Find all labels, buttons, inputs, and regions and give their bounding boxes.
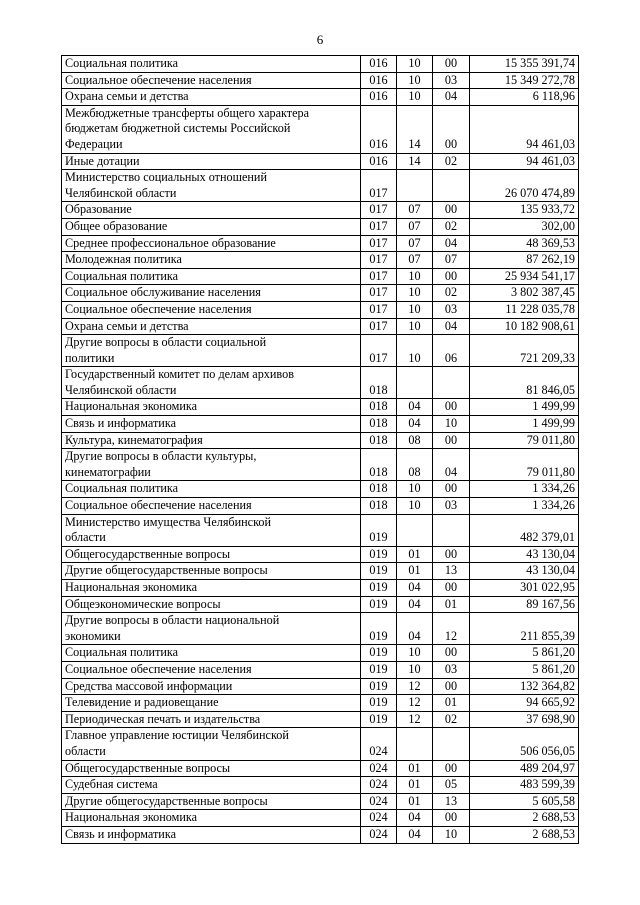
row-name-cell: [62, 777, 361, 794]
row-subsection-cell: [433, 170, 470, 202]
row-section-cell: [397, 367, 433, 399]
row-name-line: Телевидение и радиовещание: [65, 695, 219, 710]
row-section-cell: 12: [397, 695, 433, 712]
row-name-line: Министерство социальных отношений: [65, 170, 267, 185]
row-name-line: Общеэкономические вопросы: [65, 596, 221, 611]
row-name-line: Связь и информатика: [65, 826, 176, 841]
row-amount-cell: 211 855,39: [470, 613, 579, 645]
row-code-cell: 017: [361, 268, 397, 285]
row-amount-cell: 79 011,80: [470, 432, 579, 449]
row-name-line: Другие вопросы в области культуры,: [65, 449, 257, 464]
row-name-cell: [62, 793, 361, 810]
row-code-cell: 019: [361, 596, 397, 613]
row-name-cell: [62, 72, 361, 89]
row-code-cell: 018: [361, 367, 397, 399]
row-name-cell: [62, 301, 361, 318]
row-amount-cell: 25 934 541,17: [470, 268, 579, 285]
row-amount-cell: 2 688,53: [470, 826, 579, 843]
row-section-cell: 14: [397, 153, 433, 170]
row-name-line: Социальное обеспечение населения: [65, 661, 252, 676]
table-row: [62, 56, 579, 73]
row-code-cell: 018: [361, 498, 397, 515]
table-row: [62, 268, 579, 285]
row-subsection-cell: 04: [433, 89, 470, 106]
row-subsection-cell: 03: [433, 301, 470, 318]
row-amount-cell: 1 334,26: [470, 481, 579, 498]
row-section-cell: 01: [397, 793, 433, 810]
row-name-line: Общегосударственные вопросы: [65, 546, 231, 561]
row-name-line: Национальная экономика: [65, 580, 198, 594]
row-section-cell: 10: [397, 56, 433, 73]
row-subsection-cell: 12: [433, 613, 470, 645]
row-amount-cell: 3 802 387,45: [470, 285, 579, 302]
row-amount-cell: 48 369,53: [470, 235, 579, 252]
row-name-cell: [62, 810, 361, 827]
row-subsection-cell: 03: [433, 498, 470, 515]
row-section-cell: 08: [397, 432, 433, 449]
row-name-line: политики: [65, 350, 115, 365]
table-row: [62, 546, 579, 563]
row-amount-cell: 43 130,04: [470, 563, 579, 580]
row-name-cell: [62, 728, 361, 760]
row-name-line: Социальная политика: [65, 645, 179, 660]
row-subsection-cell: 02: [433, 153, 470, 170]
table-row: [62, 399, 579, 416]
table-row: [62, 596, 579, 613]
table-row: [62, 105, 579, 153]
row-section-cell: 10: [397, 268, 433, 285]
row-code-cell: 017: [361, 335, 397, 367]
row-name-cell: [62, 335, 361, 367]
row-subsection-cell: 03: [433, 72, 470, 89]
row-amount-cell: 87 262,19: [470, 252, 579, 269]
row-code-cell: 018: [361, 416, 397, 433]
row-section-cell: 10: [397, 89, 433, 106]
row-name-cell: [62, 318, 361, 335]
row-section-cell: 07: [397, 218, 433, 235]
row-subsection-cell: 10: [433, 416, 470, 433]
row-name-line: Другие общегосударственные вопросы: [65, 793, 268, 808]
row-code-cell: 019: [361, 711, 397, 728]
row-amount-cell: 721 209,33: [470, 335, 579, 367]
row-section-cell: 12: [397, 711, 433, 728]
row-amount-cell: 43 130,04: [470, 546, 579, 563]
row-amount-cell: 2 688,53: [470, 810, 579, 827]
table-row: [62, 711, 579, 728]
row-section-cell: 07: [397, 235, 433, 252]
row-name-line: Охрана семьи и детства: [65, 318, 189, 333]
row-section-cell: 04: [397, 613, 433, 645]
row-name-line: Челябинской области: [65, 382, 177, 397]
row-name-cell: [62, 563, 361, 580]
row-code-cell: 016: [361, 105, 397, 153]
row-amount-cell: 89 167,56: [470, 596, 579, 613]
row-amount-cell: 489 204,97: [470, 760, 579, 777]
row-code-cell: 024: [361, 826, 397, 843]
row-section-cell: 10: [397, 481, 433, 498]
row-name-line: Межбюджетные трансферты общего характера: [65, 105, 310, 120]
table-row: [62, 170, 579, 202]
row-code-cell: 016: [361, 89, 397, 106]
row-name-line: Социальное обеспечение населения: [65, 72, 252, 87]
row-name-cell: [62, 202, 361, 219]
row-name-cell: [62, 89, 361, 106]
budget-table: [61, 55, 579, 844]
row-name-line: Культура, кинематография: [65, 432, 203, 447]
table-row: [62, 777, 579, 794]
row-section-cell: 01: [397, 563, 433, 580]
budget-table-body: [62, 56, 579, 844]
row-name-cell: [62, 268, 361, 285]
row-name-line: Связь и информатика: [65, 416, 176, 431]
table-row: [62, 728, 579, 760]
row-subsection-cell: 00: [433, 268, 470, 285]
row-section-cell: 01: [397, 546, 433, 563]
row-code-cell: 018: [361, 481, 397, 498]
row-name-line: Другие вопросы в области национальной: [65, 613, 280, 628]
row-name-line: Социальная политика: [65, 56, 179, 70]
row-amount-cell: 1 499,99: [470, 399, 579, 416]
row-amount-cell: 1 499,99: [470, 416, 579, 433]
row-subsection-cell: 00: [433, 810, 470, 827]
row-subsection-cell: 03: [433, 661, 470, 678]
row-name-line: области: [65, 530, 106, 545]
row-code-cell: 019: [361, 580, 397, 597]
row-name-line: Министерство имущества Челябинской: [65, 514, 271, 529]
row-name-line: Социальная политика: [65, 481, 179, 496]
row-code-cell: 019: [361, 661, 397, 678]
row-name-line: Иные дотации: [65, 153, 140, 168]
row-amount-cell: 94 665,92: [470, 695, 579, 712]
row-amount-cell: 81 846,05: [470, 367, 579, 399]
row-name-cell: [62, 449, 361, 481]
row-amount-cell: 301 022,95: [470, 580, 579, 597]
row-name-cell: [62, 218, 361, 235]
row-amount-cell: 10 182 908,61: [470, 318, 579, 335]
row-section-cell: 04: [397, 596, 433, 613]
row-name-cell: [62, 399, 361, 416]
row-name-line: Социальное обеспечение населения: [65, 301, 252, 316]
row-code-cell: 019: [361, 563, 397, 580]
row-amount-cell: 11 228 035,78: [470, 301, 579, 318]
page-number: 6: [316, 32, 324, 47]
table-row: [62, 72, 579, 89]
table-row: [62, 760, 579, 777]
row-name-cell: [62, 826, 361, 843]
row-subsection-cell: 00: [433, 678, 470, 695]
table-row: [62, 416, 579, 433]
row-section-cell: 04: [397, 399, 433, 416]
row-subsection-cell: [433, 367, 470, 399]
row-amount-cell: 5 861,20: [470, 661, 579, 678]
row-section-cell: 10: [397, 498, 433, 515]
row-name-line: экономики: [65, 628, 121, 643]
row-subsection-cell: 00: [433, 432, 470, 449]
row-amount-cell: 482 379,01: [470, 514, 579, 546]
row-code-cell: 016: [361, 56, 397, 73]
row-subsection-cell: 04: [433, 449, 470, 481]
row-name-line: Общее образование: [65, 218, 168, 233]
row-code-cell: 017: [361, 301, 397, 318]
row-name-line: Другие общегосударственные вопросы: [65, 563, 268, 578]
row-code-cell: 019: [361, 678, 397, 695]
row-section-cell: 04: [397, 810, 433, 827]
row-name-line: Охрана семьи и детства: [65, 89, 189, 104]
table-row: [62, 481, 579, 498]
table-row: [62, 252, 579, 269]
row-subsection-cell: 02: [433, 285, 470, 302]
row-name-line: Социальное обслуживание населения: [65, 285, 261, 300]
row-code-cell: 019: [361, 645, 397, 662]
row-name-line: Общегосударственные вопросы: [65, 760, 231, 775]
row-subsection-cell: 00: [433, 202, 470, 219]
row-section-cell: 04: [397, 580, 433, 597]
row-amount-cell: 37 698,90: [470, 711, 579, 728]
table-row: [62, 580, 579, 597]
row-name-cell: [62, 580, 361, 597]
row-name-line: Главное управление юстиции Челябинской: [65, 728, 289, 743]
row-name-line: Средства массовой информации: [65, 678, 233, 693]
row-section-cell: 12: [397, 678, 433, 695]
row-name-line: Челябинской области: [65, 185, 177, 200]
row-name-line: Периодическая печать и издательства: [65, 711, 261, 726]
row-subsection-cell: 00: [433, 580, 470, 597]
row-section-cell: 10: [397, 72, 433, 89]
row-amount-cell: 506 056,05: [470, 728, 579, 760]
row-amount-cell: 6 118,96: [470, 89, 579, 106]
row-name-cell: [62, 432, 361, 449]
row-subsection-cell: 00: [433, 645, 470, 662]
table-row: [62, 661, 579, 678]
row-name-line: Образование: [65, 202, 132, 217]
row-name-line: области: [65, 743, 106, 758]
table-row: [62, 449, 579, 481]
row-name-line: кинематографии: [65, 464, 151, 479]
row-section-cell: 01: [397, 777, 433, 794]
row-subsection-cell: 06: [433, 335, 470, 367]
row-subsection-cell: 13: [433, 793, 470, 810]
row-name-cell: [62, 613, 361, 645]
row-section-cell: 04: [397, 416, 433, 433]
row-name-cell: [62, 661, 361, 678]
row-name-cell: [62, 105, 361, 153]
row-code-cell: 019: [361, 546, 397, 563]
row-code-cell: 024: [361, 728, 397, 760]
row-amount-cell: 302,00: [470, 218, 579, 235]
row-name-cell: [62, 367, 361, 399]
row-subsection-cell: 00: [433, 760, 470, 777]
row-name-line: Федерации: [65, 136, 123, 151]
row-subsection-cell: [433, 514, 470, 546]
row-section-cell: 10: [397, 645, 433, 662]
table-row: [62, 318, 579, 335]
table-row: [62, 301, 579, 318]
row-code-cell: 017: [361, 235, 397, 252]
row-code-cell: 019: [361, 514, 397, 546]
table-row: [62, 613, 579, 645]
row-section-cell: 14: [397, 105, 433, 153]
table-row: [62, 678, 579, 695]
table-row: [62, 645, 579, 662]
row-code-cell: 017: [361, 170, 397, 202]
row-name-cell: [62, 546, 361, 563]
row-subsection-cell: 07: [433, 252, 470, 269]
row-code-cell: 017: [361, 218, 397, 235]
row-amount-cell: 132 364,82: [470, 678, 579, 695]
row-code-cell: 017: [361, 285, 397, 302]
row-section-cell: [397, 170, 433, 202]
row-subsection-cell: 02: [433, 218, 470, 235]
row-name-cell: [62, 514, 361, 546]
row-section-cell: 07: [397, 202, 433, 219]
row-subsection-cell: [433, 728, 470, 760]
row-section-cell: 10: [397, 301, 433, 318]
row-amount-cell: 483 599,39: [470, 777, 579, 794]
row-section-cell: 10: [397, 335, 433, 367]
row-code-cell: 016: [361, 153, 397, 170]
row-name-line: бюджетам бюджетной системы Российской: [65, 121, 291, 136]
row-subsection-cell: 00: [433, 105, 470, 153]
row-name-cell: [62, 285, 361, 302]
row-name-cell: [62, 596, 361, 613]
row-name-cell: [62, 481, 361, 498]
table-row: [62, 563, 579, 580]
row-code-cell: 019: [361, 613, 397, 645]
table-row: [62, 202, 579, 219]
row-section-cell: [397, 514, 433, 546]
row-name-cell: [62, 170, 361, 202]
table-row: [62, 367, 579, 399]
row-code-cell: 018: [361, 399, 397, 416]
row-amount-cell: 5 605,58: [470, 793, 579, 810]
row-section-cell: [397, 728, 433, 760]
row-code-cell: 017: [361, 202, 397, 219]
row-subsection-cell: 00: [433, 546, 470, 563]
row-name-cell: [62, 416, 361, 433]
row-section-cell: 10: [397, 285, 433, 302]
row-amount-cell: 15 349 272,78: [470, 72, 579, 89]
row-name-line: Социальное обеспечение населения: [65, 498, 252, 513]
row-code-cell: 024: [361, 793, 397, 810]
row-subsection-cell: 13: [433, 563, 470, 580]
row-name-line: Среднее профессиональное образование: [65, 235, 276, 250]
table-row: [62, 89, 579, 106]
table-row: [62, 218, 579, 235]
row-subsection-cell: 05: [433, 777, 470, 794]
row-subsection-cell: 00: [433, 481, 470, 498]
row-amount-cell: 26 070 474,89: [470, 170, 579, 202]
row-name-cell: [62, 252, 361, 269]
table-row: [62, 235, 579, 252]
row-subsection-cell: 00: [433, 56, 470, 73]
row-name-cell: [62, 153, 361, 170]
table-row: [62, 695, 579, 712]
row-subsection-cell: 04: [433, 318, 470, 335]
row-code-cell: 024: [361, 760, 397, 777]
table-row: [62, 335, 579, 367]
row-name-line: Государственный комитет по делам архивов: [65, 367, 294, 382]
row-name-line: Молодежная политика: [65, 252, 182, 267]
row-name-cell: [62, 678, 361, 695]
row-name-cell: [62, 695, 361, 712]
row-code-cell: 016: [361, 72, 397, 89]
row-code-cell: 024: [361, 777, 397, 794]
row-subsection-cell: 01: [433, 596, 470, 613]
row-name-cell: [62, 711, 361, 728]
row-name-line: Другие вопросы в области социальной: [65, 335, 267, 350]
row-code-cell: 024: [361, 810, 397, 827]
row-subsection-cell: 00: [433, 399, 470, 416]
table-row: [62, 826, 579, 843]
row-section-cell: 10: [397, 318, 433, 335]
row-name-line: Национальная экономика: [65, 810, 198, 825]
row-name-cell: [62, 760, 361, 777]
row-name-cell: [62, 235, 361, 252]
row-amount-cell: 1 334,26: [470, 498, 579, 515]
row-subsection-cell: 02: [433, 711, 470, 728]
row-amount-cell: 94 461,03: [470, 153, 579, 170]
row-name-line: Национальная экономика: [65, 399, 198, 414]
row-amount-cell: 5 861,20: [470, 645, 579, 662]
row-name-line: Судебная система: [65, 777, 158, 792]
table-row: [62, 285, 579, 302]
row-name-cell: [62, 645, 361, 662]
row-code-cell: 017: [361, 252, 397, 269]
row-code-cell: 017: [361, 318, 397, 335]
row-name-line: Социальная политика: [65, 268, 179, 283]
row-name-cell: [62, 56, 361, 73]
row-section-cell: 07: [397, 252, 433, 269]
row-subsection-cell: 10: [433, 826, 470, 843]
row-code-cell: 019: [361, 695, 397, 712]
table-row: [62, 810, 579, 827]
row-section-cell: 08: [397, 449, 433, 481]
table-row: [62, 514, 579, 546]
row-amount-cell: 15 355 391,74: [470, 56, 579, 73]
table-row: [62, 432, 579, 449]
row-name-cell: [62, 498, 361, 515]
row-amount-cell: 94 461,03: [470, 105, 579, 153]
row-section-cell: 10: [397, 661, 433, 678]
table-row: [62, 498, 579, 515]
table-row: [62, 153, 579, 170]
row-code-cell: 018: [361, 449, 397, 481]
row-section-cell: 04: [397, 826, 433, 843]
row-amount-cell: 79 011,80: [470, 449, 579, 481]
row-code-cell: 018: [361, 432, 397, 449]
row-subsection-cell: 04: [433, 235, 470, 252]
table-row: [62, 793, 579, 810]
row-section-cell: 01: [397, 760, 433, 777]
row-amount-cell: 135 933,72: [470, 202, 579, 219]
row-subsection-cell: 01: [433, 695, 470, 712]
